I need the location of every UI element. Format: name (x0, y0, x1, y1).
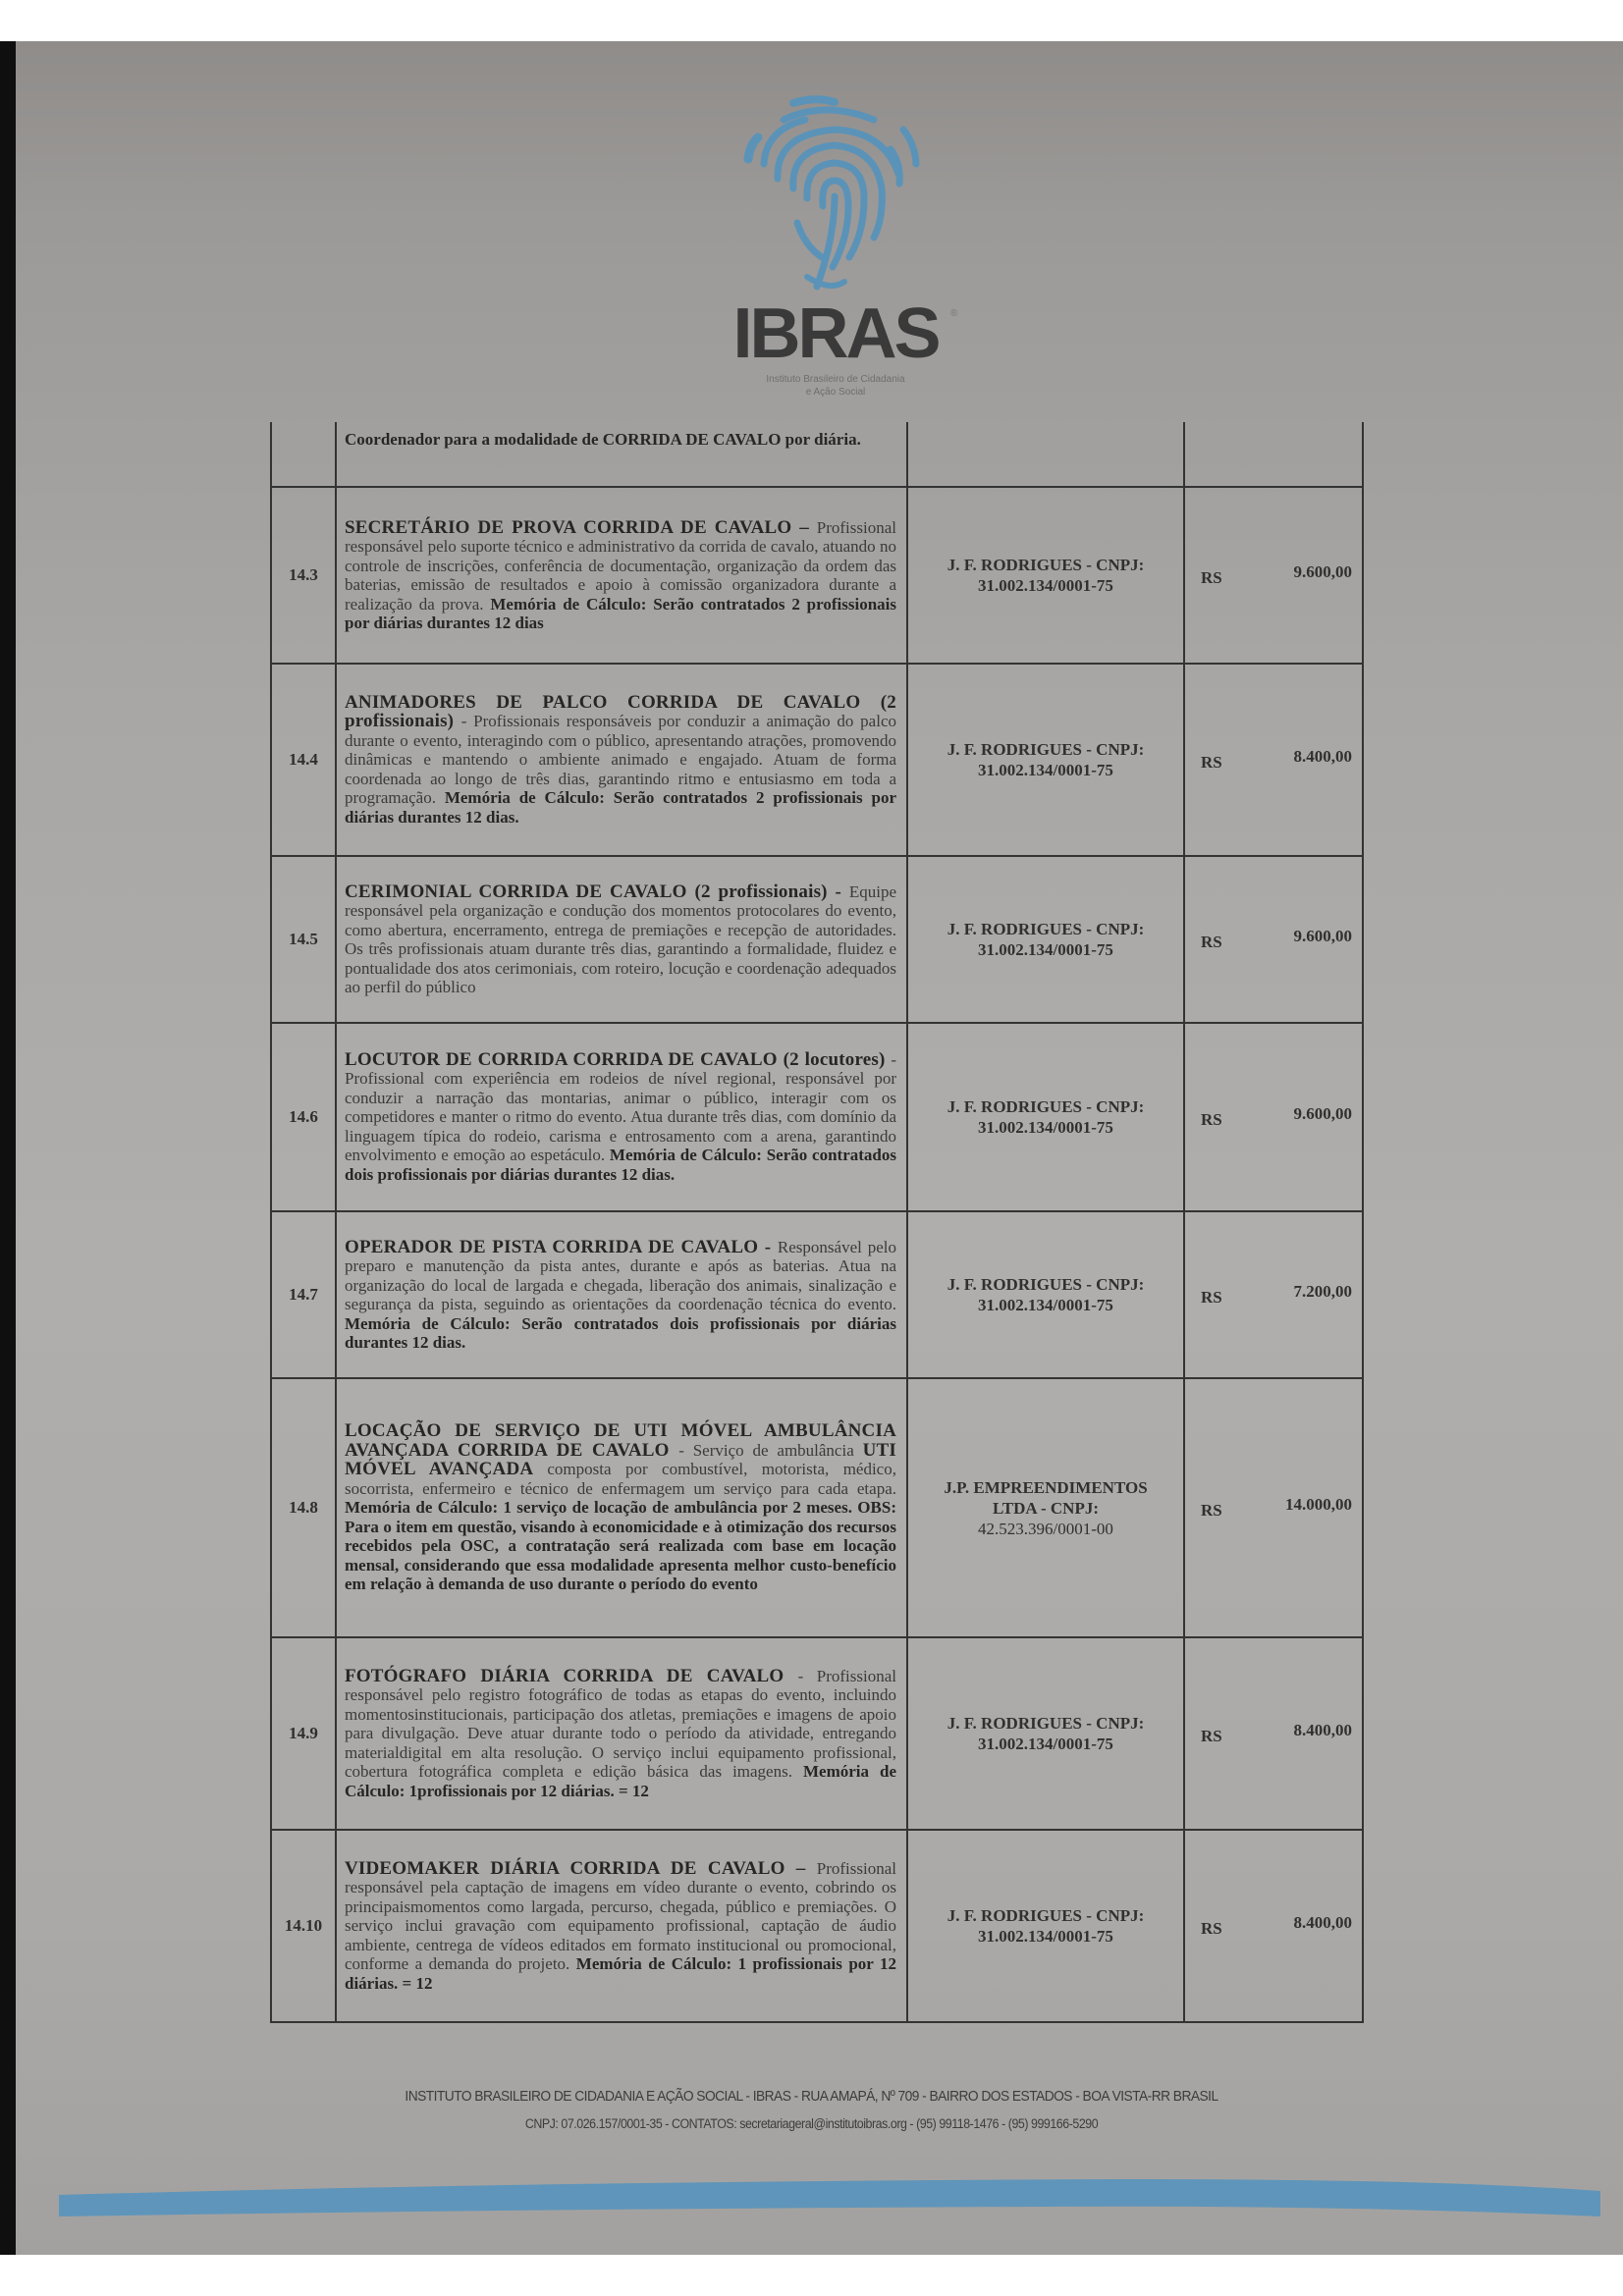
vendor-cell (907, 487, 1184, 664)
currency: RS (1201, 1288, 1222, 1307)
table-row (271, 1637, 1363, 1830)
amount: 8.400,00 (1293, 1721, 1352, 1739)
item-description (336, 1637, 907, 1830)
tagline-line-1: Instituto Brasileiro de Cidadania (766, 374, 905, 385)
vendor-cell (907, 1830, 1184, 2022)
item-number: 14.8 (271, 1378, 336, 1637)
item-description (336, 1830, 907, 2022)
item-title: LOCAÇÃO DE SERVIÇO DE UTI MÓVEL AMBULÂNCIA AVANÇADA CORRIDA DE CAVALO (345, 1420, 896, 1461)
table-row (271, 1211, 1363, 1378)
value-cell (1184, 1830, 1363, 2022)
item-number (271, 422, 336, 487)
carryover-text: Coordenador para a modalidade de CORRIDA DE CAVALO por diária. (345, 430, 861, 449)
currency: RS (1201, 933, 1222, 951)
page-footer (0, 2087, 1623, 2134)
item-description (336, 487, 907, 664)
item-number: 14.10 (271, 1830, 336, 2022)
item-description (336, 422, 907, 487)
tagline-line-2: e Ação Social (805, 387, 866, 398)
currency: RS (1201, 753, 1222, 772)
vendor-name: J. F. RODRIGUES - CNPJ: (947, 740, 1145, 759)
vendor-name: J. F. RODRIGUES - CNPJ: (947, 1275, 1145, 1294)
vendor-name: J. F. RODRIGUES - CNPJ: (947, 1714, 1145, 1733)
vendor-cell (907, 856, 1184, 1023)
currency: RS (1201, 1110, 1222, 1129)
amount: 8.400,00 (1293, 747, 1352, 766)
table-row (271, 1378, 1363, 1637)
currency: RS (1201, 568, 1222, 587)
vendor-cnpj: 31.002.134/0001-75 (978, 1296, 1113, 1314)
item-description (336, 1211, 907, 1378)
vendor-cnpj: 42.523.396/0001-00 (978, 1519, 1113, 1538)
vendor-cnpj: 31.002.134/0001-75 (978, 1735, 1113, 1753)
footer-address: INSTITUTO BRASILEIRO DE CIDADANIA E AÇÃO SOCIAL - IBRAS - RUA AMAPÁ, Nº 709 - BAIRRO DOS ESTADOS - BOA VISTA-RR BRASIL (405, 2088, 1218, 2105)
item-body: Responsável pelo preparo e manutenção da pista antes, durante e após as baterias. Atua na organização do local de largada e chegada, liberação dos animais, sinalização e segurança da pista, seguindo as orientações da coordenação técnica do evento. (345, 1237, 897, 1313)
item-body: - Profissionais responsáveis por conduzir a animação do palco durante o evento, interagindo com o público, apresentando atrações, promovendo dinâmicas e mantendo o ambiente animado e engajado. Atuam de forma coordenada ao longo de três dias, garantindo ritmo e entusiasmo em toda a programação. (345, 712, 896, 808)
item-title: LOCUTOR DE CORRIDA CORRIDA DE CAVALO (2 locutores) (345, 1048, 892, 1070)
item-calc: Memória de Cálculo: Serão contratados dois profissionais por diárias durantes 12 dias. (345, 1313, 896, 1352)
item-calc: Memória de Cálculo: 1profissionais por 12 diárias. = 12 (345, 1762, 897, 1800)
item-number: 14.6 (271, 1023, 336, 1211)
logo-tagline (722, 373, 949, 399)
item-calc: Memória de Cálculo: Serão contratados 2 profissionais por diárias durantes 12 dias (345, 594, 896, 632)
vendor-cnpj: 31.002.134/0001-75 (978, 1118, 1113, 1137)
items-table (270, 422, 1364, 2023)
amount: 8.400,00 (1293, 1913, 1352, 1932)
value-cell (1184, 1023, 1363, 1211)
item-description (336, 664, 907, 856)
item-number: 14.5 (271, 856, 336, 1023)
budget-items-table (270, 422, 1362, 2023)
table-row-carryover (271, 422, 1363, 487)
registered-mark: ® (950, 308, 958, 319)
value-cell (1184, 1211, 1363, 1378)
amount: 9.600,00 (1293, 562, 1352, 581)
table-row (271, 1830, 1363, 2022)
logo-wordmark: IBRAS (732, 294, 939, 373)
vendor-cell (907, 1023, 1184, 1211)
value-cell (1184, 487, 1363, 664)
item-body: - Profissional com experiência em rodeios de nível regional, responsável por conduzir a narração das montarias, animar o público, interagir com os competidores e manter o ritmo do evento. Atua durante três dias, com domínio da linguagem típica do rodeio, carisma e entrosamento com a arena, garantindo envolvimento e emoção ao espetáculo. (345, 1049, 896, 1165)
vendor-cell (907, 1637, 1184, 1830)
ibras-logo (722, 90, 957, 414)
value-cell (1184, 856, 1363, 1023)
vendor-cell (907, 1378, 1184, 1637)
item-title: SECRETÁRIO DE PROVA CORRIDA DE CAVALO – (345, 516, 817, 538)
table-row (271, 487, 1363, 664)
item-description (336, 1023, 907, 1211)
item-calc: Memória de Cálculo: 1 serviço de locação de ambulância por 2 meses. OBS: Para o item em questão, visando à economicidade e à otimização dos recursos recebidos pela OSC, a contratação será realizada com base em locação mensal, considerando que essa modalidade apresenta melhor custo-benefício em relação à demanda de uso durante o período do evento (345, 1498, 896, 1594)
bottom-margin (0, 2255, 1623, 2296)
item-title: OPERADOR DE PISTA CORRIDA DE CAVALO - (345, 1236, 778, 1257)
item-calc: Memória de Cálculo: 1 profissionais por 12 diárias. = 12 (345, 1954, 896, 1993)
item-title: CERIMONIAL CORRIDA DE CAVALO (2 profissionais) - (345, 881, 849, 902)
vendor-name: J.P. EMPREENDIMENTOS (944, 1477, 1148, 1497)
table-row (271, 856, 1363, 1023)
item-number: 14.7 (271, 1211, 336, 1378)
item-body: - Profissional responsável pelo registro fotográfico de todas as etapas do evento, incluindo momentosinstitucionais, participação dos atletas, premiações e imagens de apoio para divulgação. Deve atuar durante todo o período da atividade, entregando materialdigital em alta resolução. O serviço inclui equipamento profissional, cobertura fotográfica completa e edição básica das imagens. (345, 1666, 896, 1782)
item-title: FOTÓGRAFO DIÁRIA CORRIDA DE CAVALO (345, 1665, 798, 1686)
vendor-name: J. F. RODRIGUES - CNPJ: (947, 1097, 1145, 1116)
footer-contacts: CNPJ: 07.026.157/0001-35 - CONTATOS: secretariageral@institutoibras.org - (95) 99118-1476 - (95) 999166-5290 (524, 2116, 1099, 2131)
item-number: 14.4 (271, 664, 336, 856)
item-calc: Memória de Cálculo: Serão contratados 2 profissionais por diárias durantes 12 dias. (345, 788, 896, 827)
fingerprint-map-icon (736, 90, 938, 301)
vendor-name: J. F. RODRIGUES - CNPJ: (947, 920, 1145, 938)
item-title: VIDEOMAKER DIÁRIA CORRIDA DE CAVALO – (345, 1857, 817, 1879)
amount: 9.600,00 (1293, 927, 1352, 945)
table-row (271, 1023, 1363, 1211)
item-number: 14.9 (271, 1637, 336, 1830)
value-cell (1184, 1637, 1363, 1830)
vendor-cnpj: 31.002.134/0001-75 (978, 761, 1113, 779)
item-body: Profissional responsável pela captação de imagens em vídeo durante o evento, cobrindo os principaismomentos como largada, percurso, chegada, público e premiações. O serviço inclui gravação com equipamento profissional, captação de áudio ambiente, centrega de vídeos editados em formato institucional ou promocional, conforme a demanda do projeto. (345, 1858, 896, 1974)
footer-blue-band (59, 2177, 1600, 2216)
vendor-name-2: LTDA - CNPJ: (993, 1498, 1099, 1518)
item-description (336, 1378, 907, 1637)
value-cell (1184, 1378, 1363, 1637)
vendor-name: J. F. RODRIGUES - CNPJ: (947, 556, 1145, 574)
vendor-cnpj: 31.002.134/0001-75 (978, 576, 1113, 595)
item-body: Profissional responsável pelo suporte técnico e administrativo da corrida de cavalo, atuando no controle de inscrições, conferência de documentação, organização da ordem das baterias, emissão de resultados e apoio à comissão organizadora durante a realização da prova. (345, 517, 896, 614)
vendor-cnpj: 31.002.134/0001-75 (978, 940, 1113, 959)
vendor-cell (907, 422, 1184, 487)
item-title: ANIMADORES DE PALCO CORRIDA DE CAVALO (2 profissionais) (345, 691, 896, 732)
amount: 7.200,00 (1293, 1282, 1352, 1301)
item-body: Equipe responsável pela organização e condução dos momentos protocolares do evento, como abertura, encerramento, entrega de premiações e recepção de autoridades. Os três profissionais atuam durante três dias, garantindo a formalidade, fluidez e pontualidade dos atos cerimoniais, com roteiro, locução e coordenação adequados ao perfil do público (345, 881, 896, 996)
item-subtitle: UTI MÓVEL AVANÇADA (345, 1439, 896, 1480)
item-description (336, 856, 907, 1023)
amount: 14.000,00 (1285, 1495, 1352, 1514)
item-body-2: composta por combustível, motorista, médico, socorrista, enfermeiro e técnico de enfermagem um serviço para cada etapa. (345, 1460, 896, 1498)
amount: 9.600,00 (1293, 1104, 1352, 1123)
currency: RS (1201, 1501, 1222, 1520)
vendor-name: J. F. RODRIGUES - CNPJ: (947, 1906, 1145, 1925)
value-cell (1184, 422, 1363, 487)
item-calc: Memória de Cálculo: Serão contratados dois profissionais por diárias durantes 12 dias. (345, 1146, 896, 1184)
table-row (271, 664, 1363, 856)
vendor-cell (907, 1211, 1184, 1378)
currency: RS (1201, 1727, 1222, 1745)
vendor-cnpj: 31.002.134/0001-75 (978, 1927, 1113, 1946)
vendor-cell (907, 664, 1184, 856)
item-body: - Serviço de ambulância (678, 1440, 863, 1460)
value-cell (1184, 664, 1363, 856)
item-number: 14.3 (271, 487, 336, 664)
currency: RS (1201, 1919, 1222, 1938)
